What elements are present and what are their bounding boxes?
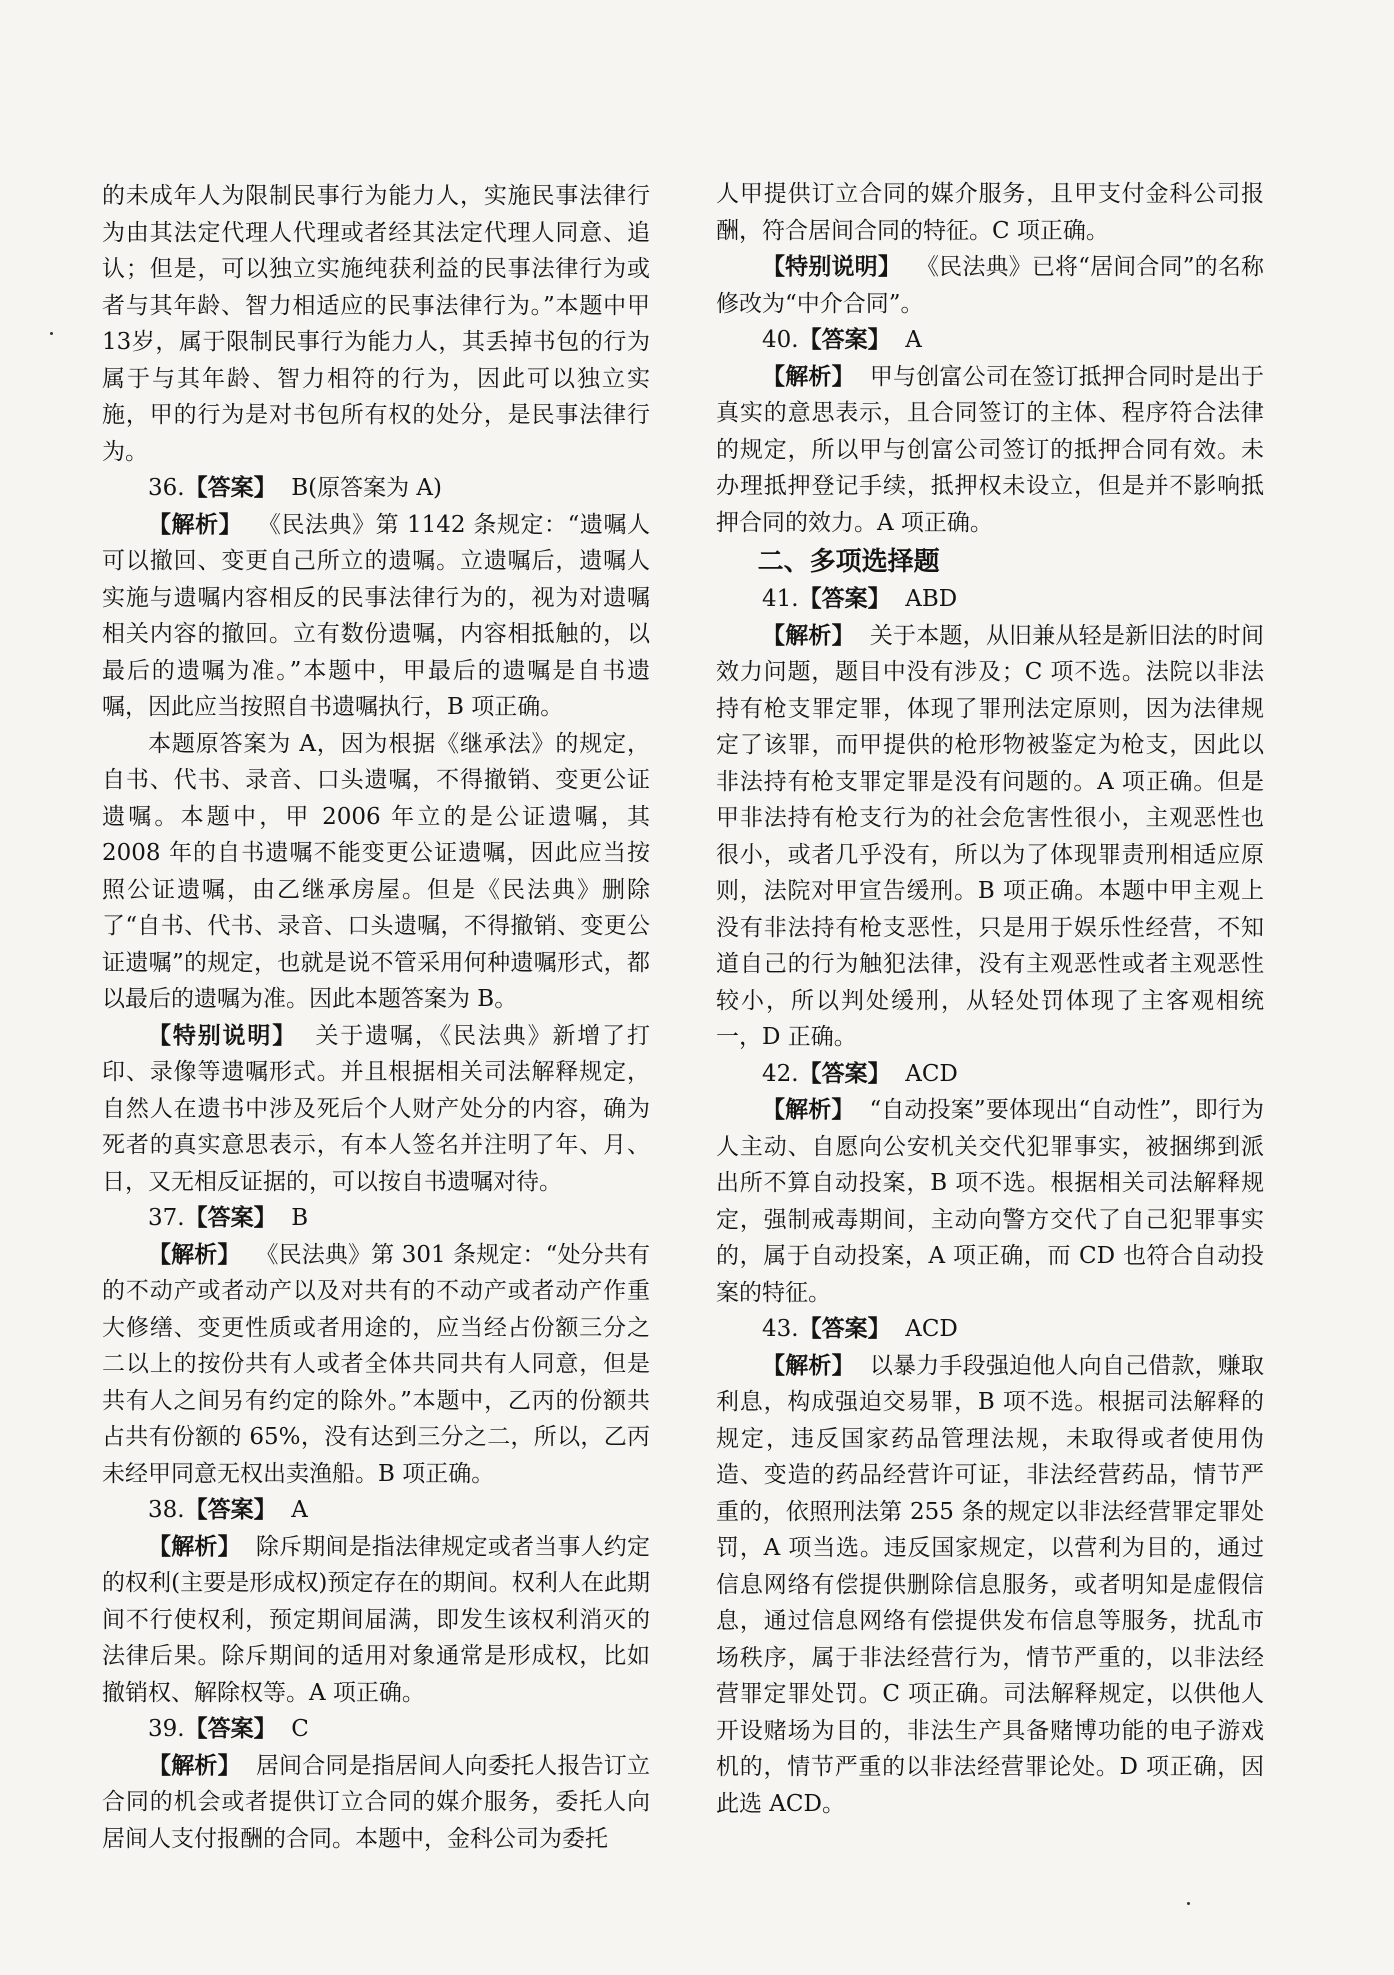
analysis-tag: 【解析】 (148, 511, 243, 538)
answer-value: B(原答案为 A) (291, 475, 442, 501)
special-note-tag: 【特别说明】 (762, 254, 902, 280)
analysis-text: 《民法典》第 301 条规定：“处分共有的不动产或者动产以及对共有的不动产或者动产作重大修缮、变更性质或者用途的，应当经占份额三分之二以上的按份共有人或者全体共同共有人同意，但是共有人之间另有约定的除外。”本题中，乙丙的份额共占共有份额的 65%，没有达到三分之二，所以，乙丙未经甲同意无权出卖渔船。B 项正确。 (102, 1241, 650, 1487)
analysis-tag: 【解析】 (762, 1352, 855, 1379)
answer-value: C (291, 1716, 309, 1742)
question-number: 36. (148, 475, 185, 501)
special-note-text: 关于遗嘱，《民法典》新增了打印、录像等遗嘱形式。并且根据相关司法解释规定，自然人在遗书中涉及死后个人财产处分的内容，确为死者的真实意思表示，有本人签名并注明了年、月、日，又无相反证据的，可以按自书遗嘱对待。 (102, 1022, 651, 1195)
scan-speck (50, 332, 53, 335)
analysis-text: 关于本题，从旧兼从轻是新旧法的时间效力问题，题目中没有涉及；C 项不选。法院以非法持有枪支罪定罪，体现了罪刑法定原则，因为法律规定了该罪，而甲提供的枪形物被鉴定为枪支，因此以非法持有枪支罪定罪是没有问题的。A 项正确。但是甲非法持有枪支行为的社会危害性很小，主观恶性也很小，或者几乎没有，所以为了体现罪责刑相适应原则，法院对甲宣告缓刑。B 项正确。本题中甲主观上没有非法持有枪支恶性，只是用于娱乐性经营，不知道自己的行为触犯法律，没有主观恶性或者主观恶性较小，所以判处缓刑，从轻处罚体现了主客观相统一，D 正确。 (716, 622, 1265, 1050)
answer-tag: 【答案】 (798, 327, 891, 353)
paragraph: 的未成年人为限制民事行为能力人，实施民事法律行为由其法定代理人代理或者经其法定代理人同意、追认；但是，可以独立实施纯获利益的民事法律行为或者与其年龄、智力相适应的民事法律行为。”本题中甲13岁，属于限制民事行为能力人，其丢掉书包的行为属于与其年龄、智力相符的行为，因此可以独立实施，甲的行为是对书包所有权的处分，是民事法律行为。 (102, 183, 650, 465)
analysis-text: 甲与创富公司在签订抵押合同时是出于真实的意思表示，且合同签订的主体、程序符合法律的规定，所以甲与创富公司签订的抵押合同有效。未办理抵押登记手续，抵押权未设立，但是并不影响抵押合同的效力。A 项正确。 (716, 363, 1265, 536)
analysis-tag: 【解析】 (762, 622, 855, 649)
right-column (716, 176, 1264, 1822)
answer-value: ABD (905, 586, 958, 612)
paragraph: 本题原答案为 A，因为根据《继承法》的规定，自书、代书、录音、口头遗嘱，不得撤销、变更公证遗嘱。本题中，甲 2006 年立的是公证遗嘱，其 2008 年的自书遗嘱不能变更公证遗嘱，因此应当按照公证遗嘱，由乙继承房屋。但是《民法典》删除了“自书、代书、录音、口头遗嘱，不得撤销、变更公证遗嘱”的规定，也就是说不管采用何种遗嘱形式，都以最后的遗嘱为准。因此本题答案为 B。 (102, 730, 650, 1012)
answer-line-36 (102, 470, 650, 507)
analysis-paragraph (102, 1237, 650, 1493)
answer-tag: 【答案】 (184, 1497, 277, 1523)
answer-tag: 【答案】 (184, 1205, 277, 1231)
answer-line-42 (716, 1056, 1264, 1093)
special-note-paragraph (716, 249, 1264, 322)
question-number: 43. (762, 1316, 799, 1342)
analysis-paragraph (102, 1748, 650, 1858)
analysis-text: 除斥期间是指法律规定或者当事人约定的权利(主要是形成权)预定存在的期间。权利人在此期间不行使权利，预定期间届满，即发生该权利消灭的法律后果。除斥期间的适用对象通常是形成权，比如撤销权、解除权等。A 项正确。 (102, 1533, 651, 1706)
analysis-text: 以暴力手段强迫他人向自己借款，赚取利息，构成强迫交易罪，B 项不选。根据司法解释的规定，违反国家药品管理法规，未取得或者使用伪造、变造的药品经营许可证，非法经营药品，情节严重的，依照刑法第 255 条的规定以非法经营罪定罪处罚，A 项当选。违反国家规定，以营利为目的，通过信息网络有偿提供删除信息服务，或者明知是虚假信息，通过信息网络有偿提供发布信息等服务，扰乱市场秩序，属于非法经营行为，情节严重的，以非法经营罪定罪处罚。C 项正确。司法解释规定，以供他人开设赌场为目的，非法生产具备赌博功能的电子游戏机的，情节严重的以非法经营罪论处。D 项正确，因此选 ACD。 (716, 1352, 1265, 1817)
answer-line-39 (102, 1711, 650, 1748)
scan-speck (1187, 1902, 1190, 1905)
analysis-tag: 【解析】 (148, 1533, 241, 1560)
answer-value: A (905, 327, 922, 353)
answer-line-38 (102, 1492, 650, 1529)
question-number: 42. (762, 1060, 799, 1087)
analysis-tag: 【解析】 (148, 1752, 241, 1779)
answer-tag: 【答案】 (184, 1716, 277, 1742)
analysis-paragraph (102, 507, 650, 726)
answer-line-40 (716, 322, 1264, 359)
analysis-text: “自动投案”要体现出“自动性”，即行为人主动、自愿向公安机关交代犯罪事实，被捆绑到派出所不算自动投案，B 项不选。根据相关司法解释规定，强制戒毒期间，主动向警方交代了自己犯罪事实的，属于自动投案，A 项正确，而 CD 也符合自动投案的特征。 (716, 1097, 1264, 1306)
answer-value: ACD (905, 1316, 958, 1342)
paragraph: 人甲提供订立合同的媒介服务，且甲支付金科公司报酬，符合居间合同的特征。C 项正确。 (716, 181, 1264, 244)
analysis-tag: 【解析】 (148, 1241, 241, 1268)
special-note-text: 《民法典》已将“居间合同”的名称修改为“中介合同”。 (716, 254, 1265, 317)
question-number: 40. (762, 327, 799, 353)
analysis-paragraph (716, 618, 1264, 1056)
question-number: 39. (148, 1716, 185, 1742)
analysis-text: 居间合同是指居间人向委托人报告订立合同的机会或者提供订立合同的媒介服务，委托人向居间人支付报酬的合同。本题中，金科公司为委托 (102, 1752, 651, 1852)
analysis-paragraph (102, 1529, 650, 1712)
question-number: 38. (148, 1497, 185, 1523)
answer-tag: 【答案】 (798, 1316, 891, 1342)
analysis-paragraph (716, 1348, 1264, 1823)
answer-line-41 (716, 581, 1264, 618)
answer-tag: 【答案】 (184, 475, 277, 501)
analysis-tag: 【解析】 (762, 363, 855, 390)
question-number: 37. (148, 1205, 185, 1231)
left-column (102, 178, 650, 1857)
answer-tag: 【答案】 (798, 1060, 891, 1087)
analysis-paragraph (716, 1092, 1264, 1311)
analysis-paragraph (716, 359, 1264, 542)
answer-value: A (291, 1497, 308, 1523)
answer-value: ACD (905, 1060, 958, 1087)
section-heading: 二、多项选择题 (757, 547, 940, 577)
answer-line-43 (716, 1311, 1264, 1348)
special-note-paragraph (102, 1018, 650, 1201)
answer-line-37 (102, 1200, 650, 1237)
question-number: 41. (762, 586, 799, 612)
answer-tag: 【答案】 (798, 586, 891, 612)
answer-value: B (291, 1205, 309, 1231)
analysis-tag: 【解析】 (762, 1097, 855, 1123)
analysis-text: 《民法典》第 1142 条规定：“遗嘱人可以撤回、变更自己所立的遗嘱。立遗嘱后，遗嘱人实施与遗嘱内容相反的民事法律行为的，视为对遗嘱相关内容的撤回。立有数份遗嘱，内容相抵触的，以最后的遗嘱为准。”本题中，甲最后的遗嘱是自书遗嘱，因此应当按照自书遗嘱执行，B 项正确。 (102, 511, 651, 720)
special-note-tag: 【特别说明】 (148, 1022, 298, 1049)
